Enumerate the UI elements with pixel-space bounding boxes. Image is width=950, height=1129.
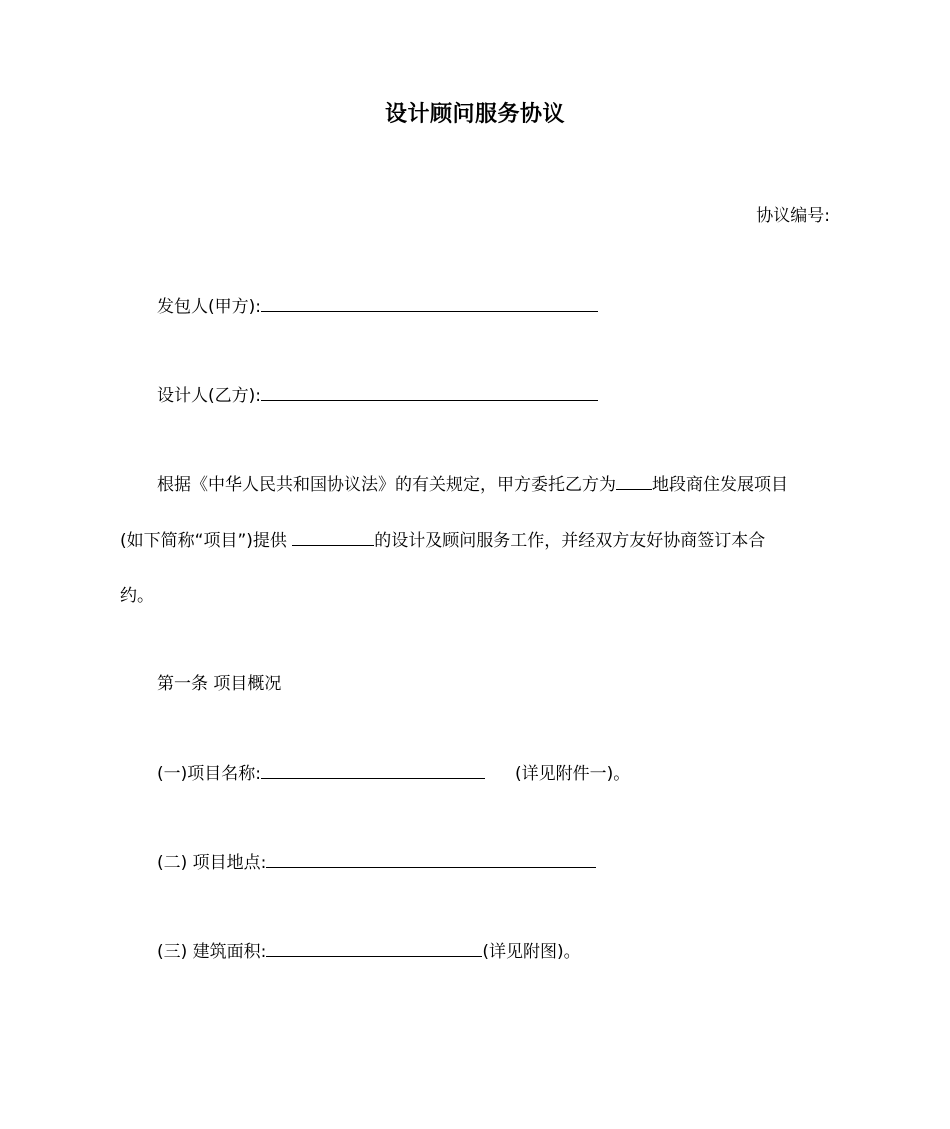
paragraph-line-1 <box>157 472 788 497</box>
party-b-blank <box>261 383 598 401</box>
land-section-blank <box>616 472 652 490</box>
paragraph-line-3: 约。 <box>120 586 154 606</box>
project-name-blank <box>261 761 485 779</box>
project-name-line <box>157 761 630 786</box>
building-area-line <box>157 939 581 964</box>
project-name-suffix: (详见附件一)。 <box>515 764 631 784</box>
paragraph-text-1a: 根据《中华人民共和国协议法》的有关规定，甲方委托乙方为 <box>157 475 616 495</box>
project-location-blank <box>266 850 596 868</box>
party-b-line <box>157 383 598 408</box>
party-a-line <box>157 294 598 319</box>
party-a-blank <box>261 294 598 312</box>
project-location-label: (二) 项目地点: <box>157 853 267 873</box>
building-area-blank <box>266 939 482 957</box>
project-name-label: (一)项目名称: <box>157 764 261 784</box>
paragraph-line-2 <box>120 528 765 553</box>
building-area-label: (三) 建筑面积: <box>157 942 267 962</box>
building-area-suffix: (详见附图)。 <box>482 942 581 962</box>
project-location-line <box>157 850 596 875</box>
agreement-number-label: 协议编号: <box>756 206 830 226</box>
paragraph-text-1b: 地段商住发展项目 <box>652 475 788 495</box>
paragraph-text-2b: 的设计及顾问服务工作，并经双方友好协商签订本合 <box>374 531 766 551</box>
article-1-heading: 第一条 项目概况 <box>157 674 282 694</box>
service-scope-blank <box>292 528 374 546</box>
document-title: 设计顾问服务协议 <box>384 102 565 127</box>
paragraph-text-2a: (如下简称“项目”)提供 <box>120 531 293 551</box>
party-a-label: 发包人(甲方): <box>157 297 261 317</box>
party-b-label: 设计人(乙方): <box>157 386 261 406</box>
